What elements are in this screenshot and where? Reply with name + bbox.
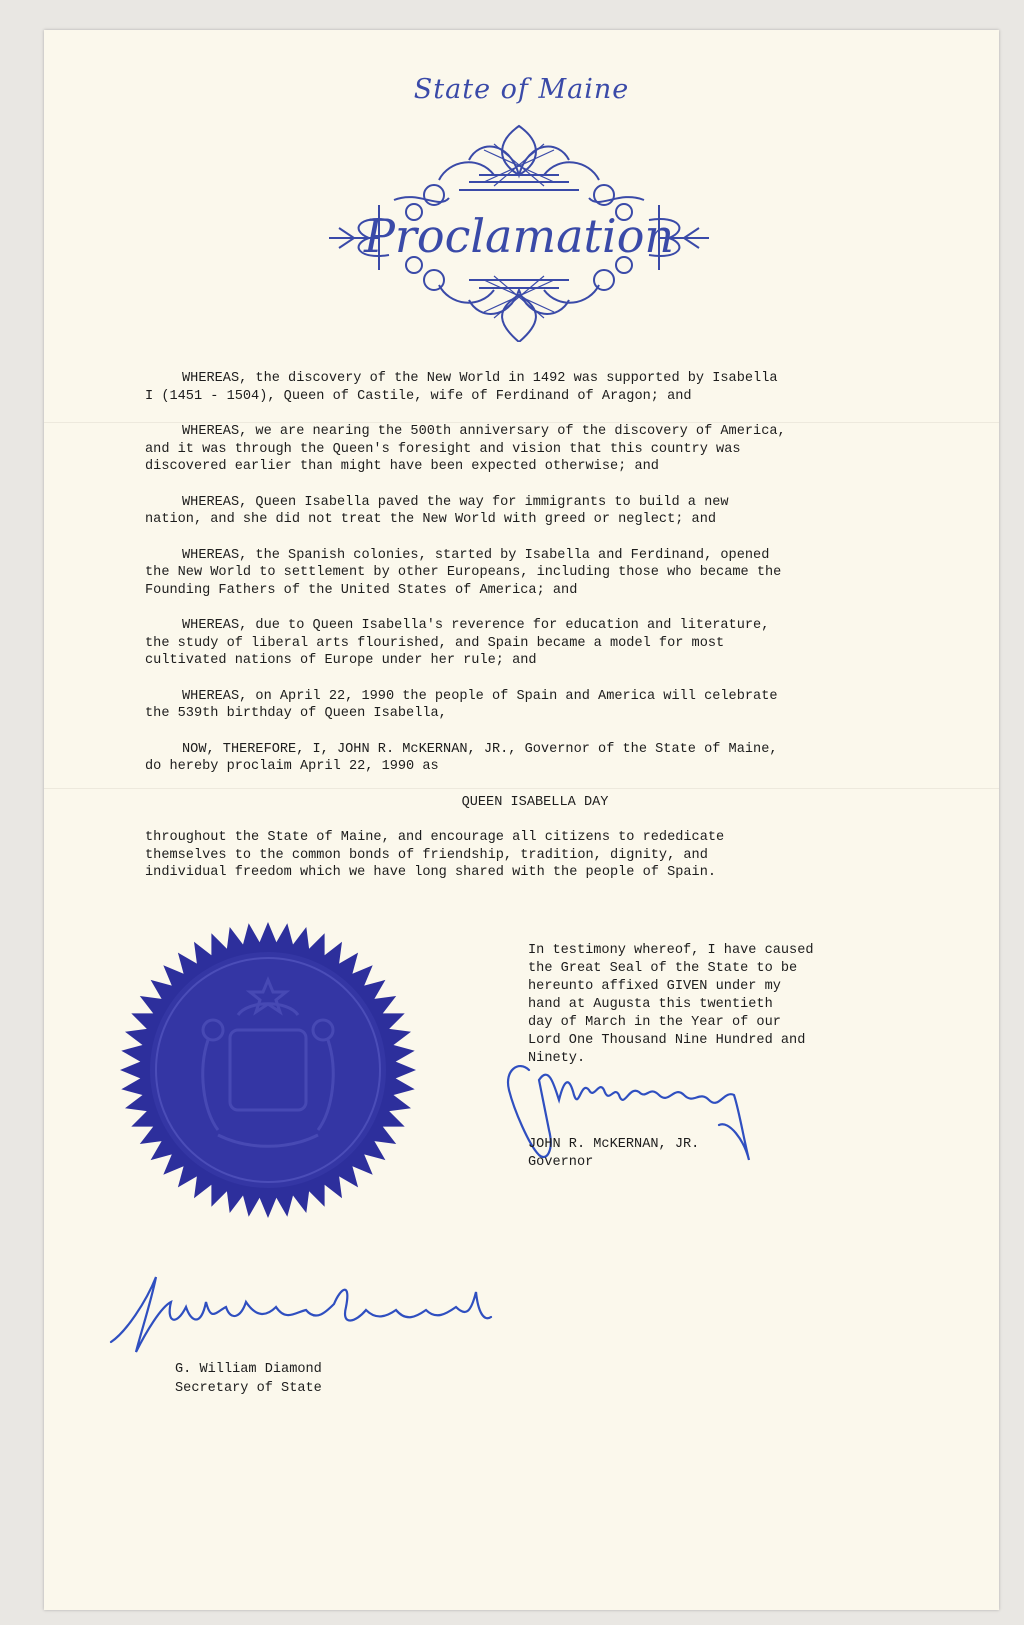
- whereas-paragraph: WHEREAS, the discovery of the New World in 1492 was supported by Isabella I (1451 - 1504), Queen of Castile, wife of Ferdinand of Aragon; and: [145, 371, 778, 404]
- closing-paragraph: throughout the State of Maine, and encourage all citizens to rededicate themselves to the common bonds of friendship, tradition, dignity, and individual freedom which we have long shared with the people of Spain.: [145, 830, 725, 880]
- governor-block: [528, 1136, 699, 1172]
- secretary-block: [175, 1360, 322, 1398]
- testimony-text: In testimony whereof, I have caused the Great Seal of the State to be hereunto affixed GIVEN under my hand at Augusta this twentieth day of March in the Year of our Lord One Thousand Nine Hundred and Ninety.: [528, 943, 814, 1066]
- secretary-title: Secretary of State: [175, 1381, 322, 1396]
- secretary-signature: [106, 1262, 496, 1362]
- svg-text:G William Diamond: G William Diamond: [106, 1262, 117, 1263]
- day-title: QUEEN ISABELLA DAY: [461, 794, 609, 810]
- svg-text:John R McKernan: John R McKernan: [499, 1050, 509, 1051]
- whereas-paragraph: WHEREAS, on April 22, 1990 the people of Spain and America will celebrate the 539th birthday of Queen Isabella,: [145, 688, 778, 721]
- proclamation-title: Proclamation: [363, 209, 675, 263]
- whereas-paragraph: WHEREAS, due to Queen Isabella's reverence for education and literature, the study of liberal arts flourished, and Spain became a model for most cultivated nations of Europe under her rule; and: [145, 618, 770, 668]
- whereas-paragraph: WHEREAS, the Spanish colonies, started by Isabella and Ferdinand, opened the New World to settlement by other Europeans, including those who became the Founding Fathers of the United States of America; and: [145, 547, 782, 598]
- secretary-name: G. William Diamond: [175, 1362, 322, 1377]
- whereas-paragraph: WHEREAS, we are nearing the 500th anniversary of the discovery of America, and it was through the Queen's foresight and vision that this country was discovered earlier than might have been expected otherwise; and: [145, 424, 786, 474]
- proclamation-sheet: [44, 30, 999, 1610]
- proclamation-body: [145, 370, 925, 900]
- proclamation-emblem: [319, 120, 719, 342]
- governor-name: JOHN R. McKERNAN, JR.: [528, 1137, 700, 1152]
- great-seal-icon: [118, 920, 418, 1220]
- whereas-paragraph: WHEREAS, Queen Isabella paved the way for immigrants to build a new nation, and she did not treat the New World with greed or neglect; and: [145, 494, 729, 527]
- header: [44, 74, 999, 105]
- therefore-paragraph: NOW, THEREFORE, I, JOHN R. McKERNAN, JR., Governor of the State of Maine, do hereby proclaim April 22, 1990 as: [145, 741, 778, 774]
- governor-title: Governor: [528, 1155, 594, 1170]
- state-title: State of Maine: [413, 74, 630, 105]
